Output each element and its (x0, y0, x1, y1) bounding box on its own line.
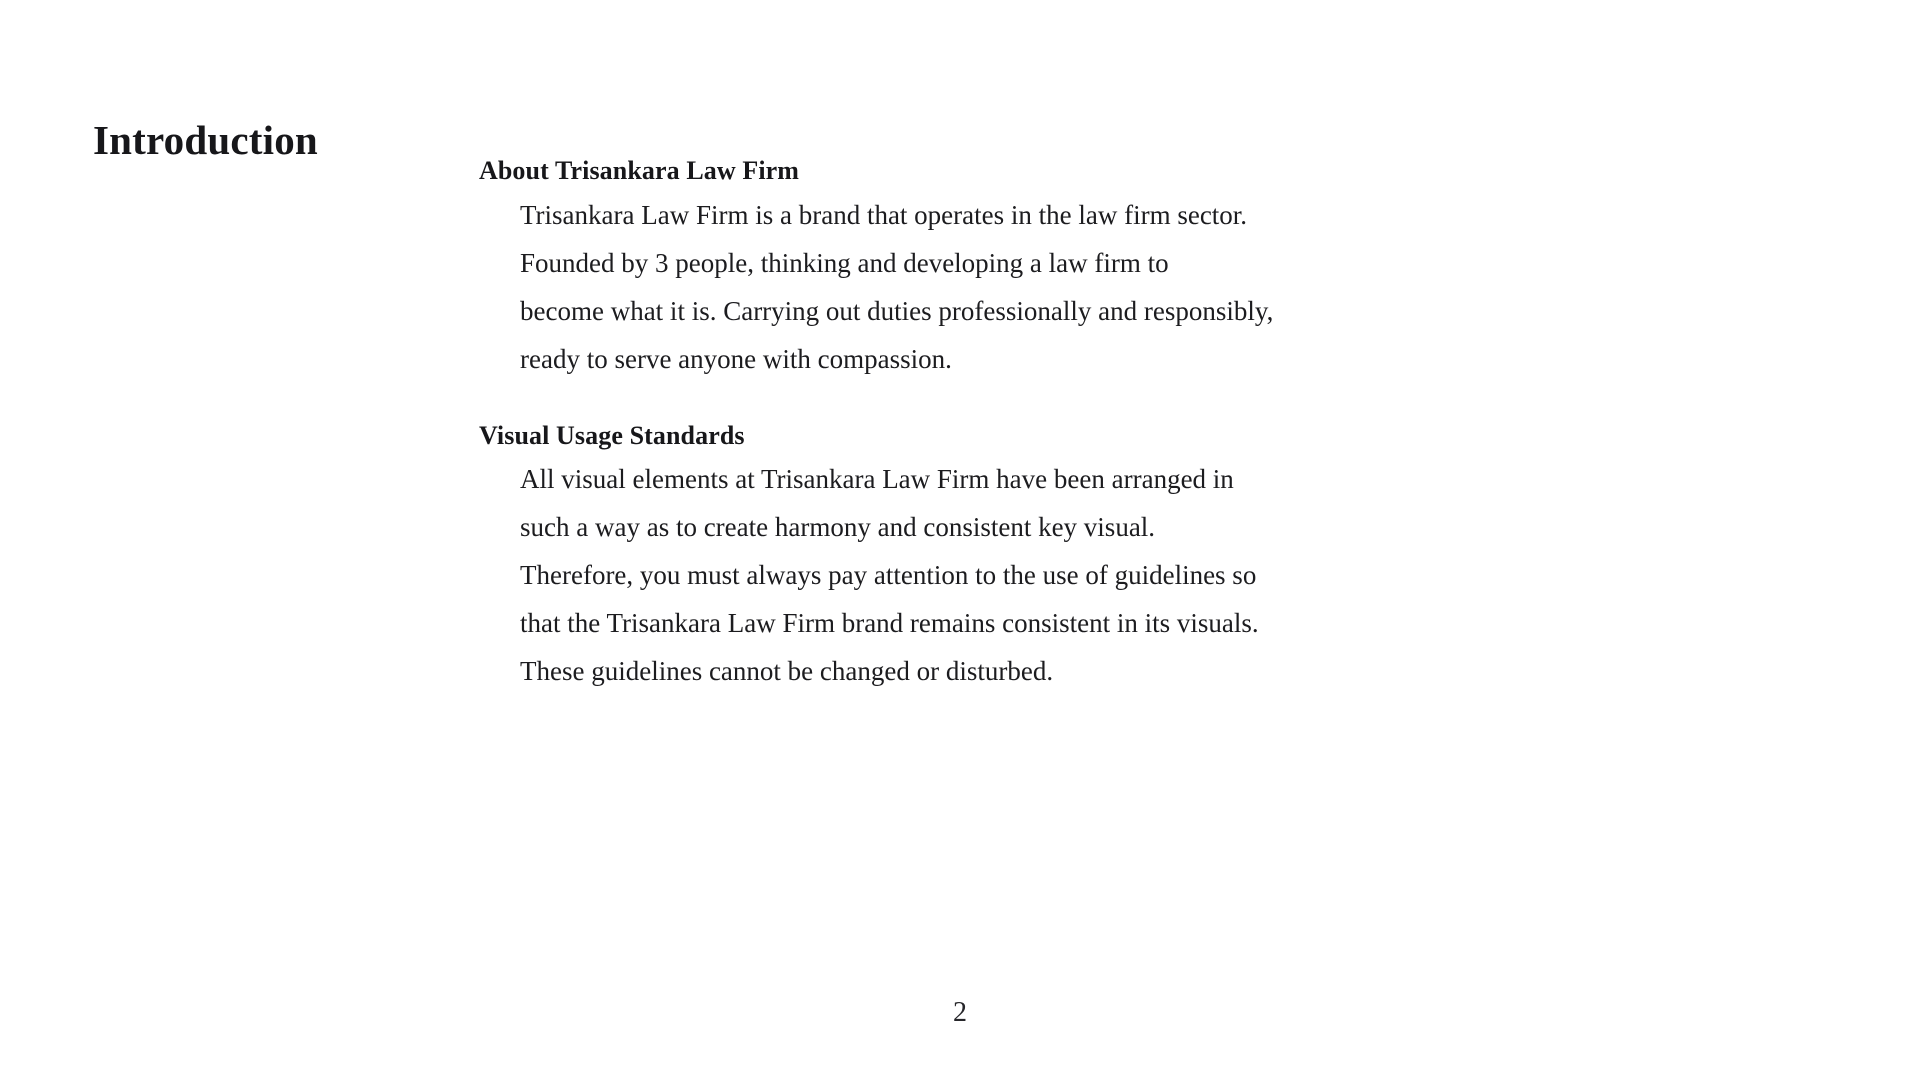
body-line: that the Trisankara Law Firm brand remains consistent in its visuals. (520, 608, 1259, 639)
body-line: These guidelines cannot be changed or disturbed. (520, 656, 1054, 687)
body-line: Therefore, you must always pay attention to the use of guidelines so (520, 560, 1257, 591)
body-line: become what it is. Carrying out duties professionally and responsibly, (520, 295, 1274, 326)
section-body-visual-usage-standards (479, 455, 1539, 695)
page-title: Introduction (93, 117, 318, 164)
section-heading-about: About Trisankara Law Firm (479, 156, 800, 185)
section-heading-visual-usage-standards: Visual Usage Standards (479, 420, 745, 450)
section-visual-usage-standards (479, 420, 1539, 696)
section-about (479, 155, 1539, 383)
body-line: Trisankara Law Firm is a brand that operates in the law firm sector. (520, 199, 1248, 230)
content-column (479, 155, 1539, 721)
section-body-about (479, 191, 1539, 383)
body-line: ready to serve anyone with compassion. (520, 343, 952, 374)
page-number: 2 (953, 997, 967, 1028)
body-line: such a way as to create harmony and consistent key visual. (520, 512, 1156, 543)
body-line: All visual elements at Trisankara Law Firm have been arranged in (520, 464, 1234, 495)
body-line: Founded by 3 people, thinking and developing a law firm to (520, 247, 1169, 278)
